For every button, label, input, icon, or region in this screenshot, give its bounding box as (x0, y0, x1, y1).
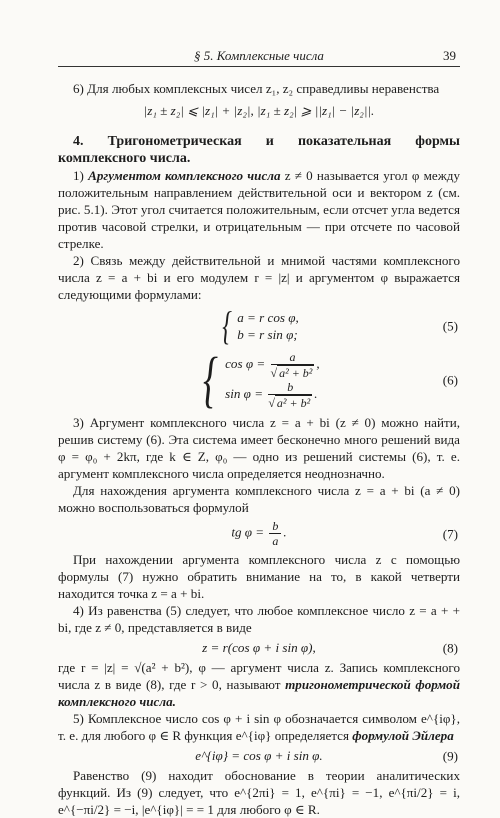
running-header (58, 40, 460, 67)
paragraph-quadrant-note: При нахождении аргумента комплексного числа z с помощью формулы (7) нужно обратить внимание на то, в какой четверти находится точка z = a + bi. (58, 552, 460, 601)
eq6-sin-root: a² + b² (276, 396, 311, 410)
term-argument: Аргументом комплексного числа (88, 168, 281, 183)
eq7-denominator: a (272, 534, 279, 548)
argument-definition-text: z ≠ 0 называется угол φ между положительным направлением действительной оси и вектором z (см. рис. 5.1). Этот угол считается положительным, если отсчет угла ведется против часовой стрелки, и отрицательным — при отсчете по часовой стрелке. (58, 168, 460, 251)
term-euler-formula: формулой Эйлера (352, 728, 454, 743)
page-body (58, 80, 460, 818)
eq6-sin-numerator: b (268, 380, 312, 395)
left-brace: { (203, 346, 219, 414)
paragraph-argument-definition: 1) Аргументом комплексного числа z ≠ 0 называется угол φ между положительным направлением действительной оси и вектором z (см. рис. 5.1). Этот угол считается положительным, если отсчет угла ведется против часовой стрелки, и отрицательным — при отсчете по часовой стрелке. (58, 168, 460, 251)
section-heading: 4. Тригонометрическая и показательная формы комплексного числа. (58, 134, 460, 166)
equation-9 (58, 747, 460, 764)
equation-6: { cos φ = $\frac{a}{\text{√ a² + b²}}$ , sin φ = $\frac{b}{\text{√ a² + b²}}$ . (6) (203, 346, 458, 414)
equation-7: tg φ = $\frac{b}{a}$ . (7) (231, 519, 458, 548)
paragraph-euler-intro (58, 710, 460, 744)
equation-5 (58, 303, 460, 348)
eq6-sin-lhs: sin φ = (225, 386, 264, 401)
paragraph-tangent-intro: Для нахождения аргумента комплексного числа z = a + bi (a ≠ 0) можно воспользоваться формулой (58, 483, 460, 515)
eq7-lhs: tg φ = (231, 524, 265, 540)
eq7-number: (7) (442, 526, 458, 541)
paragraph-euler-consequences: Равенство (9) находит обоснование в теории аналитических функций. Из (9) следует, что e^{2πi} = 1, e^{πi} = −1, e^{πi/2} = i, e^{−πi/2} = −i, |e^{iφ}| = = 1 для любого φ ∈ R. (58, 768, 460, 817)
paragraph-relation: 2) Связь между действительной и мнимой частями комплексного числа z = a + bi и его модулем r = |z| и аргументом φ выражается следующими формулами: (58, 253, 460, 302)
paragraph-representation: 4) Из равенства (5) следует, что любое комплексное число z = a + + bi, где z ≠ 0, представляется в виде (58, 603, 460, 635)
eq7-numerator: b (269, 519, 281, 534)
eq6-cos-root: a² + b² (279, 366, 313, 380)
eq5-row1: a = r cos φ, (237, 310, 299, 325)
eq6-number: (6) (442, 372, 458, 388)
item-6-text: 6) Для любых комплексных чисел z₁, z₂ справедливы неравенства (73, 81, 440, 96)
eq5-number: (5) (442, 318, 458, 334)
page-number: 39 (443, 48, 456, 63)
eq6-cos-lhs: cos φ = (225, 356, 266, 371)
left-brace: { (222, 303, 233, 348)
trig-form-text: где r = |z| = √(a² + b²), φ — аргумент числа z. Запись комплексного числа z в виде (8), где r > 0, называют (58, 660, 460, 692)
eq8-formula: z = r(cos φ + i sin φ), (202, 640, 316, 655)
inequalities-formula: |z₁ ± z₂| ⩽ |z₁| + |z₂|, |z₁ ± z₂| ⩾ ||z₁| − |z₂||. (143, 103, 375, 118)
eq5-row2: b = r sin φ; (237, 327, 298, 342)
eq6-cos-numerator: a (271, 350, 315, 365)
equation-8 (58, 639, 460, 656)
euler-intro-text: 5) Комплексное число cos φ + i sin φ обозначается символом e^{iφ}, т. е. для любого φ ∈ R функция e^{iφ} определяется (58, 711, 460, 743)
paragraph-argument-solution: 3) Аргумент комплексного числа z = a + bi (z ≠ 0) можно найти, решив систему (6). Эта система имеет бесконечно много решений вида φ = φ₀ + 2kπ, где k ∈ Z, φ₀ — одно из решений системы (6), т. е. аргумент комплексного числа определяется неоднозначно. (58, 415, 460, 481)
eq8-number: (8) (442, 640, 458, 655)
eq9-number: (9) (442, 748, 458, 763)
section-title: § 5. Комплексные числа (194, 48, 324, 63)
term-trig-form: тригонометрической формой комплексного числа. (58, 677, 460, 709)
eq9-formula: e^{iφ} = cos φ + i sin φ. (195, 748, 323, 763)
paragraph-trig-form (58, 659, 460, 710)
